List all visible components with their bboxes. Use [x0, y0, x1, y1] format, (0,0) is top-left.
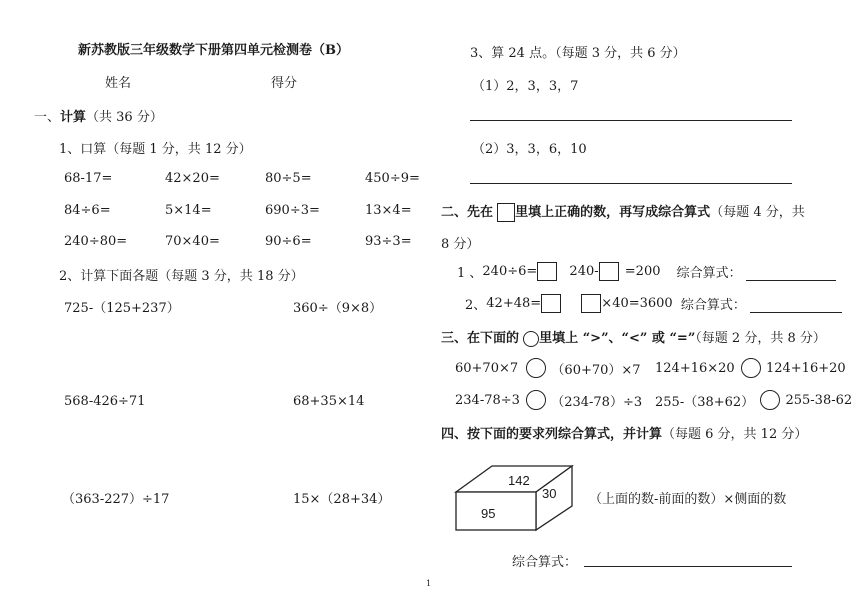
compare-item [455, 390, 642, 410]
row-num: 1 、 [457, 266, 483, 281]
compare-item [655, 358, 846, 378]
section-3-b: 里填上 “>”、“<” 或 “=” [539, 331, 696, 346]
compare-right: 124+16+20 [765, 360, 846, 376]
formula-blank[interactable] [584, 566, 792, 567]
q3-item-2: （2）3，3，6，10 [472, 142, 587, 157]
expr-item: 568-426÷71 [64, 394, 146, 409]
calc-item: 90÷6= [265, 234, 312, 249]
section-4-bold: 四、按下面的要求列综合算式，并计算 [441, 427, 663, 442]
compare-left: 234-78÷3 [455, 392, 520, 408]
calc-item: 690÷3= [265, 203, 320, 218]
calc-item: 5×14= [165, 203, 212, 218]
compare-right: （234-78）÷3 [551, 394, 643, 410]
expr: =200 [624, 264, 661, 279]
section-3-num: 三、 [441, 331, 468, 346]
section-2-score: （每题 4 分，共 [710, 205, 805, 220]
formula-label: 综合算式： [512, 555, 578, 570]
page-title: 新苏教版三年级数学下册第四单元检测卷（B） [78, 43, 349, 58]
answer-line[interactable] [470, 183, 792, 184]
compare-item [455, 358, 641, 378]
circle-icon [523, 331, 539, 347]
calc-item: 68-17= [64, 171, 113, 186]
section-2-num: 二、 [441, 205, 468, 220]
compare-circle[interactable] [526, 358, 546, 378]
answer-box[interactable] [541, 294, 561, 313]
compare-circle[interactable] [526, 390, 546, 410]
answer-line[interactable] [470, 120, 792, 121]
section-4-score: （每题 6 分，共 12 分） [662, 427, 808, 442]
answer-box[interactable] [581, 294, 601, 313]
top-value: 142 [508, 473, 530, 488]
section-1-heading [34, 106, 163, 125]
section-4-heading [441, 423, 807, 442]
expr: 42+48= [486, 296, 542, 311]
section-2-b: 里填上正确的数，再写成综合算式 [515, 205, 711, 220]
formula-label: 综合算式： [680, 298, 746, 313]
compare-circle[interactable] [741, 358, 761, 378]
expr-item: 68+35×14 [293, 394, 365, 409]
section-3-a: 在下面的 [467, 331, 520, 346]
compare-circle[interactable] [760, 390, 780, 410]
section-2-heading [441, 201, 805, 222]
compare-left: 124+16×20 [655, 360, 735, 376]
calc-item: 80÷5= [265, 171, 312, 186]
compare-right: 255-38-62 [785, 392, 853, 408]
section-2-score-cont: 8 分） [441, 237, 480, 252]
side-value: 30 [542, 486, 557, 501]
calc-item: 93÷3= [365, 234, 412, 249]
expr-item: 360÷（9×8） [293, 301, 383, 316]
compare-right: （60+70）×7 [551, 362, 641, 378]
section-2-a: 先在 [467, 205, 494, 220]
answer-box[interactable] [537, 262, 557, 281]
q3-title: 3、算 24 点。（每题 3 分，共 6 分） [470, 46, 686, 61]
section-1-bold: 计算 [60, 110, 87, 125]
formula-label: 综合算式： [676, 266, 742, 281]
part2-row-1 [457, 262, 836, 281]
compare-item [655, 390, 852, 410]
name-label: 姓名 [105, 76, 132, 91]
empty-box-icon [497, 203, 515, 222]
expr-item: （363-227）÷17 [62, 492, 170, 507]
front-value: 95 [481, 506, 496, 521]
row-num: 2、 [465, 298, 487, 313]
calc-item: 450÷9= [365, 171, 420, 186]
section-3-score: （每题 2 分，共 8 分） [695, 331, 826, 346]
expr: 240÷6= [482, 264, 538, 279]
expr-item: 725-（125+237） [64, 301, 180, 316]
section-1-num: 一、 [34, 110, 61, 125]
calc-item: 13×4= [365, 203, 412, 218]
formula-description: （上面的数-前面的数）×侧面的数 [589, 492, 787, 507]
q1-title: 1、口算（每题 1 分，共 12 分） [59, 142, 252, 157]
cuboid-front-face [456, 492, 536, 530]
calc-item: 70×40= [165, 234, 220, 249]
calc-item: 84÷6= [64, 203, 111, 218]
compare-left: 255-（38+62） [655, 394, 755, 410]
q3-item-1: （1）2，3，3，7 [472, 79, 579, 94]
expr: ×40=3600 [601, 296, 673, 311]
section-3-heading [441, 327, 826, 347]
expr-item: 15×（28+34） [293, 492, 391, 507]
formula-blank[interactable] [746, 268, 836, 281]
calc-item: 42×20= [165, 171, 220, 186]
answer-box[interactable] [599, 262, 619, 281]
compare-left: 60+70×7 [455, 360, 519, 376]
q2-title: 2、计算下面各题（每题 3 分，共 18 分） [59, 269, 304, 284]
cuboid-diagram [452, 462, 576, 534]
score-label: 得分 [271, 76, 298, 91]
formula-blank[interactable] [750, 300, 842, 313]
section-1-rest: （共 36 分） [86, 110, 163, 125]
part2-row-2 [465, 294, 842, 313]
calc-item: 240÷80= [64, 234, 128, 249]
expr: 240- [569, 264, 599, 279]
page-number: 1 [426, 579, 432, 588]
